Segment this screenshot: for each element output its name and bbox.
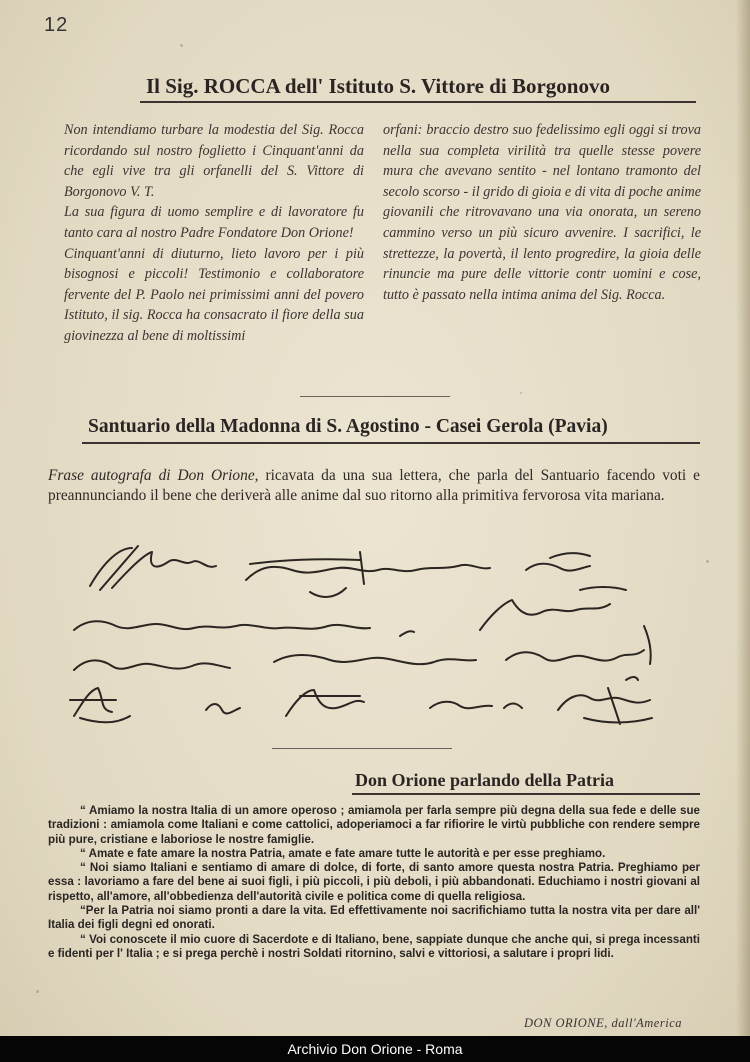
paper-fleck — [180, 44, 183, 47]
article-paragraph: Non intendiamo turbare la modestia del Sig. Rocca ricordando sul nostro foglietto i Cinquant'anni da che egli vive tra gli orfanelli del S. Vittore di Borgonovo V. T. — [64, 122, 364, 200]
page-edge-shadow — [736, 0, 750, 1062]
handwritten-autograph — [60, 540, 670, 740]
section-divider — [300, 396, 450, 397]
article-rocca-right-column — [383, 120, 701, 305]
page-number: 12 — [44, 14, 69, 36]
quote-signature: DON ORIONE, dall'America — [523, 1016, 682, 1030]
quote-paragraph: “Per la Patria noi siamo pronti a dare la vita. Ed effettivamente noi sacrifichiamo tutta la nostra vita per dare all' Italia dei figli degni ed onorati. — [48, 904, 700, 932]
title-underline — [352, 793, 700, 795]
article-patria-title: Don Orione parlando della Patria — [355, 770, 615, 790]
article-santuario-intro — [48, 466, 700, 505]
title-underline — [82, 442, 700, 444]
article-paragraph: La sua figura di uomo semplire e di lavoratore fu tanto cara al nostro Padre Fondatore Don Orione! — [64, 204, 364, 241]
quote-paragraph: “ Voi conoscete il mio cuore di Sacerdote e di Italiano, bene, sappiate dunque che anche qui, si prega incessanti e fidenti per l' Italia ; e si prega perchè i nostri Soldati ritornino, salvi e vittoriosi, a salutare i propri lidi. — [48, 932, 700, 960]
paper-fleck — [36, 990, 39, 993]
paper-fleck — [520, 392, 522, 394]
archive-footer-band — [0, 1036, 750, 1062]
section-divider — [272, 748, 452, 749]
article-rocca-left-column — [64, 120, 364, 347]
article-paragraph: orfani: braccio destro suo fedelissimo egli oggi si trova nella sua completa virilità tra quelle stesse povere mura che avevano sentito - nel lontano tramonto del secolo scorso - il grido di gioia e di vita di poche anime giovanili che ritrovavano una via onorata, un sereno cammino verso un più sicuro avvenire. I sacrifici, le strettezze, la povertà, il lento progredire, la gioia delle rinuncie ma pure delle vittorie contr uomini e cose, tutto è passato nella intima anima del Sig. Rocca. — [383, 122, 701, 303]
quote-paragraph: “ Amate e fate amare la nostra Patria, amate e fate amare tutte le autorità e per esse preghiamo. — [80, 846, 606, 860]
title-underline — [140, 101, 696, 103]
article-rocca-title: Il Sig. ROCCA dell' Istituto S. Vittore di Borgonovo — [146, 74, 610, 98]
quote-paragraph: “ Noi siamo Italiani e sentiamo di amare di dolce, di forte, di santo amore questa nostra Patria. Preghiamo per essa : lavoriamo a fare del bene ai suoi figli, i più piccoli, i più deboli, i più abbandonati. Educhiamo i nostri giovani al rispetto, all'amore, all'obbedienza dell'autorità civile e politica come di quella religiosa. — [48, 861, 700, 903]
intro-text: ricavata da una sua lettera, che parla del Santuario facendo voti e preannunciando il bene che deriverà alle anime dal suo ritorno alla primitiva fervorosa vita mariana. — [48, 467, 700, 504]
intro-italic: Frase autografa di Don Orione, — [48, 467, 259, 484]
article-paragraph: Cinquant'anni di diuturno, lieto lavoro per i più bisognosi e piccoli! Testimonio e collaboratore fervente del P. Paolo nei primissimi anni del povero Istituto, il sig. Rocca ha consacrato il fiore della sua giovinezza al bene di moltissimi — [64, 245, 364, 344]
article-santuario-title: Santuario della Madonna di S. Agostino - Casei Gerola (Pavia) — [88, 416, 608, 437]
quote-paragraph: “ Amiamo la nostra Italia di un amore operoso ; amiamola per farla sempre più degna della sua fede e delle sue tradizioni : amiamola come Italiani e come cattolici, adoperiamoci a far rifiorire le virtù pubbliche con rendere sempre più pure, cristiane e laboriose le nostre famiglie. — [48, 804, 700, 846]
paper-fleck — [706, 560, 709, 563]
article-patria-quote — [48, 804, 700, 961]
archive-footer-text: Archivio Don Orione - Roma — [287, 1041, 463, 1057]
